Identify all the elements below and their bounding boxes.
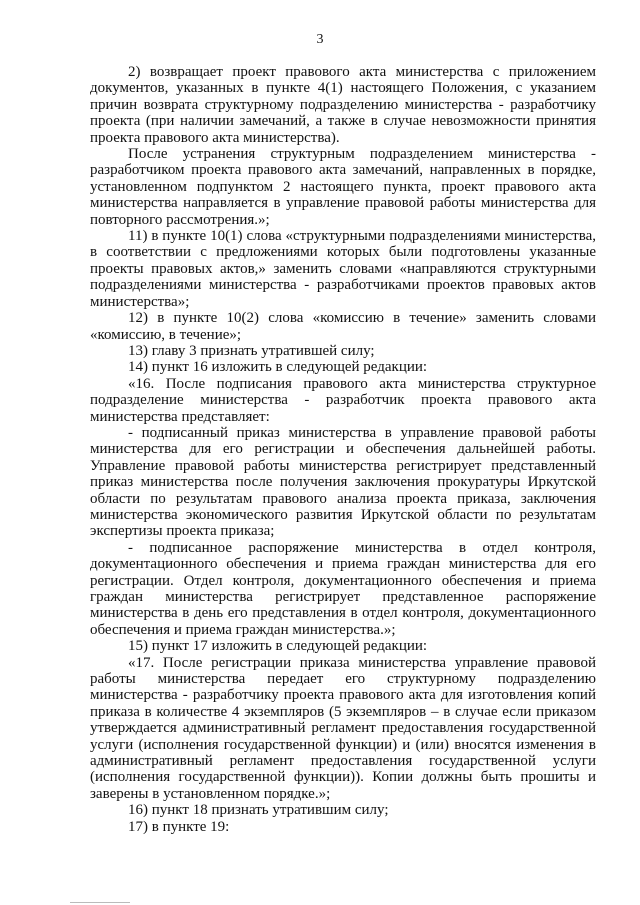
paragraph: 11) в пункте 10(1) слова «структурными подразделениями министерства, в соответствии с предложениями которых были подготовлены указанные проекты правовых актов,» заменить словами «направляются структурными подразделениями министерства - разработчиками проектов правовых актов министерства»; xyxy=(90,228,596,310)
paragraph: «16. После подписания правового акта министерства структурное подразделение министерства - разработчик проекта правового акта министерства представляет: xyxy=(90,375,596,425)
paragraph: 17) в пункте 19: xyxy=(128,818,230,835)
paragraph: 12) в пункте 10(2) слова «комиссию в течение» заменить словами «комиссию, в течение»; xyxy=(90,310,596,343)
paragraph: - подписанный приказ министерства в управление правовой работы министерства для его регистрации и обеспечения дальнейшей работы. Управление правовой работы министерства регистрирует представленный приказ министерства после получения заключения прокуратуры Иркутской области по результатам правового анализа проекта приказа, заключения министерства экономического развития Иркутской области по результатам экспертизы проекта приказа; xyxy=(90,424,596,540)
paragraph: 13) главу 3 признать утратившей силу; xyxy=(128,342,375,359)
paragraph: 2) возвращает проект правового акта министерства с приложением документов, указанных в пункте 4(1) настоящего Положения, с указанием причин возврата структурному подразделению министерства - разработчику проекта (при наличии замечаний, а также в случае невозможности принятия проекта правового акта министерства). xyxy=(90,64,596,146)
paragraph: 16) пункт 18 признать утратившим силу; xyxy=(128,802,389,819)
paragraph: 14) пункт 16 изложить в следующей редакции: xyxy=(128,359,428,376)
paragraph: - подписанное распоряжение министерства в отдел контроля, документационного обеспечения и приема граждан министерства для его регистрации. Отдел контроля, документационного обеспечения и приема граждан министерства регистрирует представленное распоряжение министерства в день его представления в отдел контроля, документационного обеспечения и приема граждан министерства.»; xyxy=(90,539,596,638)
paragraph: После устранения структурным подразделением министерства - разработчиком проекта правового акта замечаний, направленных в порядке, установленном подпунктом 2 настоящего пункта, проект правового акта министерства направляется в управление правовой работы министерства для повторного рассмотрения.»; xyxy=(90,146,596,228)
document-body xyxy=(90,64,596,835)
paragraph: 15) пункт 17 изложить в следующей редакции: xyxy=(128,638,428,655)
page-number: 3 xyxy=(316,32,324,47)
paragraph: «17. После регистрации приказа министерства управление правовой работы министерства передает его структурному подразделению министерства - разработчику проекта правового акта для изготовления копий приказа в количестве 4 экземпляров (5 экземпляров – в случае если приказом утверждается административный регламент предоставления государственной услуги (исполнения государственной функции) и (или) вносятся изменения в административный регламент предоставления государственной услуги (исполнения государственной функции)). Копии должны быть прошиты и заверены в установленном порядке.»; xyxy=(90,654,596,802)
scan-edge-mark xyxy=(70,902,130,903)
